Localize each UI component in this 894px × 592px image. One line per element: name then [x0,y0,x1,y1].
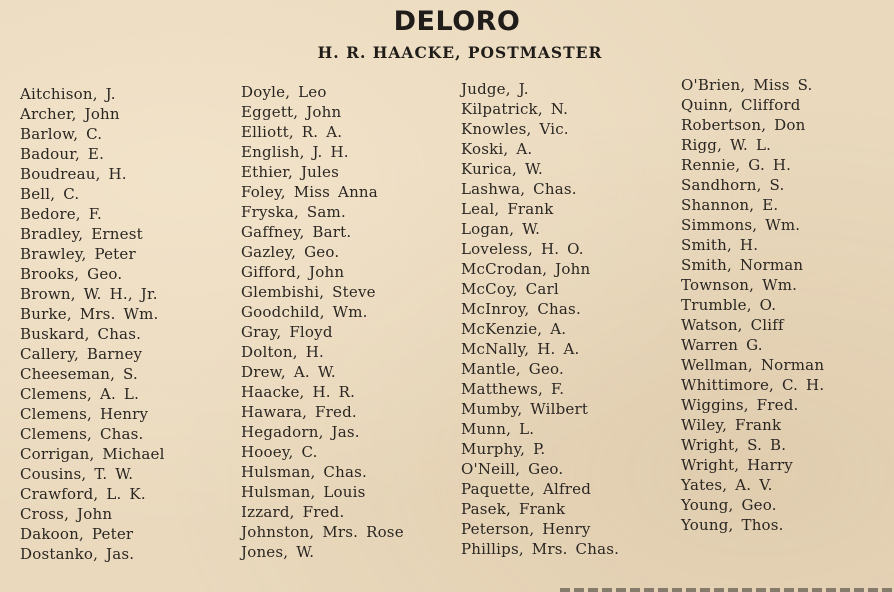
name-entry: Callery, Barney [20,345,143,363]
name-entry: Bell, C. [20,185,80,203]
name-entry: Archer, John [20,105,120,123]
name-entry: Wiggins, Fred. [681,396,799,414]
page-title: DELORO [393,6,521,37]
name-entry: English, J. H. [241,143,349,161]
name-entry: Leal, Frank [461,200,554,218]
name-entry: Murphy, P. [461,440,546,458]
name-entry: Wellman, Norman [681,356,825,374]
name-entry: Hooey, C. [241,443,318,461]
name-entry: Shannon, E. [681,196,779,214]
name-entry: Wright, Harry [681,456,793,474]
name-entry: Dolton, H. [241,343,324,361]
name-entry: McInroy, Chas. [461,300,581,318]
name-entry: Wright, S. B. [681,436,787,454]
name-entry: Aitchison, J. [20,85,116,103]
name-entry: Brawley, Peter [20,245,136,263]
name-entry: Eggett, John [241,103,342,121]
name-entry: Hegadorn, Jas. [241,423,360,441]
name-entry: McCrodan, John [461,260,591,278]
name-column-3 [461,79,619,559]
name-entry: Koski, A. [461,140,533,158]
name-entry: Gaffney, Bart. [241,223,352,241]
name-entry: Elliott, R. A. [241,123,343,141]
page-subtitle: H. R. HAACKE, POSTMASTER [317,43,603,62]
name-entry: Ethier, Jules [241,163,340,181]
name-entry: McKenzie, A. [461,320,567,338]
name-entry: Logan, W. [461,220,541,238]
name-entry: Glembishi, Steve [241,283,376,301]
name-entry: Badour, E. [20,145,105,163]
name-entry: Paquette, Alfred [461,480,592,498]
name-entry: Mantle, Geo. [461,360,564,378]
name-entry: Crawford, L. K. [20,485,146,503]
name-entry: Matthews, F. [461,380,565,398]
name-entry: Rigg, W. L. [681,136,772,154]
name-entry: Robertson, Don [681,116,806,134]
name-entry: Townson, Wm. [681,276,798,294]
name-entry: Yates, A. V. [681,476,773,494]
name-entry: Kilpatrick, N. [461,100,569,118]
name-entry: Cross, John [20,505,113,523]
name-entry: Haacke, H. R. [241,383,356,401]
name-entry: Foley, Miss Anna [241,183,378,201]
name-entry: Rennie, G. H. [681,156,792,174]
name-entry: Young, Geo. [681,496,777,514]
name-entry: Hawara, Fred. [241,403,357,421]
name-entry: McCoy, Carl [461,280,559,298]
name-entry: Brooks, Geo. [20,265,123,283]
name-column-4 [681,75,824,535]
name-entry: Clemens, Henry [20,405,149,423]
name-entry: Mumby, Wilbert [461,400,589,418]
name-entry: Brown, W. H., Jr. [20,285,158,303]
name-entry: Hulsman, Chas. [241,463,367,481]
name-entry: Warren G. [681,336,763,354]
page-edge-border [560,588,894,592]
name-entry: Clemens, Chas. [20,425,144,443]
name-entry: Bedore, F. [20,205,102,223]
name-entry: Bradley, Ernest [20,225,143,243]
name-entry: Barlow, C. [20,125,103,143]
name-entry: Gifford, John [241,263,345,281]
name-entry: Phillips, Mrs. Chas. [461,540,620,558]
name-entry: Goodchild, Wm. [241,303,368,321]
name-entry: Whittimore, C. H. [681,376,825,394]
name-entry: Burke, Mrs. Wm. [20,305,159,323]
name-entry: Sandhorn, S. [681,176,785,194]
name-entry: Dakoon, Peter [20,525,134,543]
name-entry: Izzard, Fred. [241,503,345,521]
name-entry: Lashwa, Chas. [461,180,577,198]
name-entry: Buskard, Chas. [20,325,142,343]
name-entry: Quinn, Clifford [681,96,801,114]
name-entry: Hulsman, Louis [241,483,366,501]
name-entry: Clemens, A. L. [20,385,140,403]
name-entry: Trumble, O. [681,296,777,314]
name-entry: Pasek, Frank [461,500,566,518]
name-entry: Gazley, Geo. [241,243,340,261]
name-entry: Smith, Norman [681,256,804,274]
name-entry: O'Brien, Miss S. [681,76,813,94]
name-entry: Peterson, Henry [461,520,591,538]
name-entry: Cousins, T. W. [20,465,134,483]
name-entry: Kurica, W. [461,160,543,178]
name-entry: Drew, A. W. [241,363,336,381]
name-entry: Munn, L. [461,420,535,438]
name-entry: Johnston, Mrs. Rose [241,523,404,541]
name-entry: Gray, Floyd [241,323,333,341]
name-entry: Doyle, Leo [241,83,327,101]
name-entry: McNally, H. A. [461,340,580,358]
name-entry: Dostanko, Jas. [20,545,135,563]
name-entry: Smith, H. [681,236,759,254]
name-entry: Fryska, Sam. [241,203,346,221]
name-entry: Jones, W. [241,543,315,561]
name-entry: Young, Thos. [681,516,784,534]
name-entry: Corrigan, Michael [20,445,165,463]
name-column-2 [241,82,404,562]
name-entry: Judge, J. [461,80,529,98]
name-entry: Cheeseman, S. [20,365,138,383]
name-entry: Wiley, Frank [681,416,782,434]
name-column-1 [20,84,165,564]
name-entry: Watson, Cliff [681,316,784,334]
name-entry: Knowles, Vic. [461,120,569,138]
name-entry: O'Neill, Geo. [461,460,564,478]
name-entry: Boudreau, H. [20,165,127,183]
name-entry: Simmons, Wm. [681,216,801,234]
name-entry: Loveless, H. O. [461,240,584,258]
